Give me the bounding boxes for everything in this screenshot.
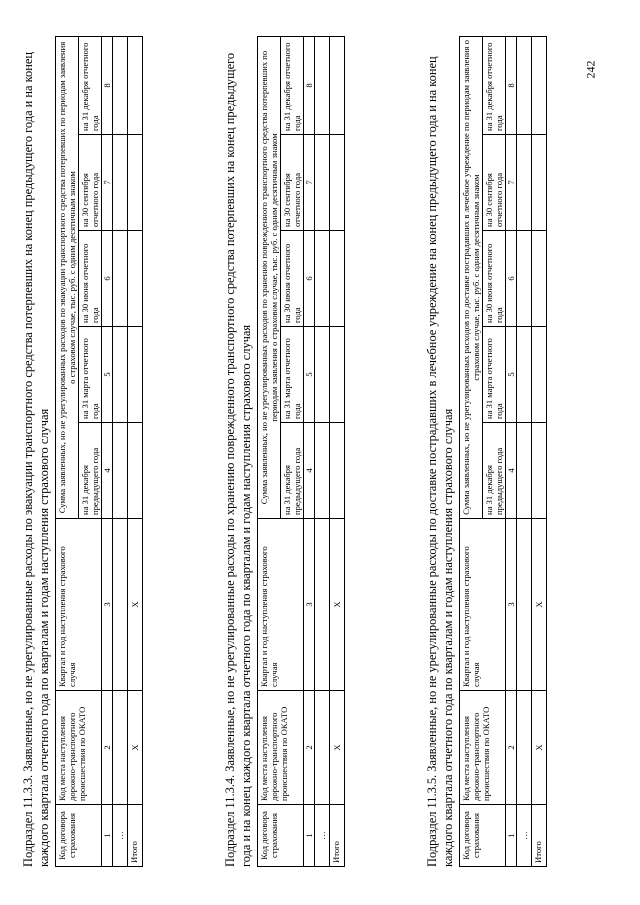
cell-empty xyxy=(532,231,547,327)
col-number: 3 xyxy=(102,519,113,691)
cell-empty xyxy=(315,37,330,135)
header-amount: Сумма заявленных, но не урегулированных расходов по хранению поврежденного транспортного средства потерпевших по периодам заявления о страховом случае, тыс. руб. с одним десятичным знаком xyxy=(258,37,281,519)
header-dec31-cur: на 31 декабря отчетного года xyxy=(483,36,506,134)
header-mar31: на 31 марта отчетного года xyxy=(483,327,506,423)
cell-empty xyxy=(532,36,547,134)
report-table xyxy=(459,36,547,867)
row-marker: … xyxy=(113,805,128,867)
section-title: Подраздел 11.3.5. Заявленные, но не урегулированные расходы по доставке пострадавших в лечебное учреждение на конец предыдущего года и на конец каждого квартала отчетного года по кварталам и годам наступления страхового случая xyxy=(425,56,455,867)
header-amount: Сумма заявленных, но не урегулированных расходов по доставке пострадавших в лечебное учреждение по периодам заявления о страховом случае, тыс. руб. с одним десятичным знаком xyxy=(460,36,483,518)
cell-empty xyxy=(128,231,143,327)
header-dec31-prev: на 31 декабря предыдущего года xyxy=(483,423,506,519)
cell-empty xyxy=(113,327,128,423)
cell-empty xyxy=(517,423,532,519)
cell-empty xyxy=(315,423,330,519)
cell-empty xyxy=(517,519,532,691)
cell-empty xyxy=(113,423,128,519)
cell-empty xyxy=(517,135,532,231)
col-number: 7 xyxy=(506,135,517,231)
header-sep30: на 30 сентября отчетного года xyxy=(281,135,304,231)
col-number: 6 xyxy=(102,231,113,327)
header-contract-code: Код договора страхования xyxy=(56,805,102,867)
col-number: 4 xyxy=(304,423,315,519)
col-number: 1 xyxy=(102,805,113,867)
header-okato-code: Код места наступления дорожно-транспортного происшествия по ОКАТО xyxy=(460,691,506,805)
header-dec31-prev: на 31 декабря предыдущего года xyxy=(281,423,304,519)
col-number: 3 xyxy=(506,519,517,691)
col-number: 7 xyxy=(102,135,113,231)
col-number: 8 xyxy=(102,37,113,135)
cell-empty xyxy=(315,691,330,805)
header-dec31-cur: на 31 декабря отчетного года xyxy=(281,37,304,135)
col-number: 3 xyxy=(304,519,315,691)
cell-empty xyxy=(128,327,143,423)
header-sep30: на 30 сентября отчетного года xyxy=(483,135,506,231)
col-number: 1 xyxy=(506,805,517,867)
header-jun30: на 30 июня отчетного года xyxy=(483,231,506,327)
col-number: 8 xyxy=(506,36,517,134)
col-number: 8 xyxy=(304,37,315,135)
total-label: Итого xyxy=(330,805,345,867)
section-11-3-3 xyxy=(20,37,143,867)
col-number: 5 xyxy=(102,327,113,423)
total-row xyxy=(128,37,143,867)
cell-empty xyxy=(315,519,330,691)
header-mar31: на 31 марта отчетного года xyxy=(281,327,304,423)
total-label: Итого xyxy=(128,805,143,867)
cell-empty xyxy=(330,327,345,423)
cell-empty xyxy=(128,423,143,519)
col-number: 2 xyxy=(304,691,315,805)
section-title: Подраздел 11.3.3. Заявленные, но не урегулированные расходы по эвакуации транспортного средства потерпевших на конец предыдущего года и на конец каждого квартала отчетного года по кварталам и годам наступления страхового случая xyxy=(21,52,51,867)
cell-empty xyxy=(113,691,128,805)
col-number: 7 xyxy=(304,135,315,231)
header-okato-code: Код места наступления дорожно-транспортного происшествия по ОКАТО xyxy=(258,691,304,805)
section-11-3-4 xyxy=(222,37,345,867)
total-label: Итого xyxy=(532,805,547,867)
cell-empty xyxy=(517,327,532,423)
table-row xyxy=(315,37,330,867)
cell-empty xyxy=(113,37,128,135)
header-contract-code: Код договора страхования xyxy=(460,805,506,867)
report-table xyxy=(55,36,143,867)
col-number: 4 xyxy=(102,423,113,519)
cell-empty xyxy=(128,37,143,135)
col-number: 4 xyxy=(506,423,517,519)
cell-empty xyxy=(517,231,532,327)
col-number: 2 xyxy=(506,691,517,805)
header-okato-code: Код места наступления дорожно-транспортного происшествия по ОКАТО xyxy=(56,691,102,805)
table-row xyxy=(517,36,532,866)
header-sep30: на 30 сентября отчетного года xyxy=(79,135,102,231)
total-row xyxy=(532,36,547,866)
cell-empty xyxy=(113,519,128,691)
x-mark: X xyxy=(532,691,547,805)
header-quarter-year: Квартал и год наступления страхового случая xyxy=(258,519,304,691)
header-jun30: на 30 июня отчетного года xyxy=(79,231,102,327)
cell-empty xyxy=(517,691,532,805)
cell-empty xyxy=(532,423,547,519)
cell-empty xyxy=(330,231,345,327)
col-number: 5 xyxy=(304,327,315,423)
cell-empty xyxy=(330,135,345,231)
header-contract-code: Код договора страхования xyxy=(258,805,304,867)
header-amount: Сумма заявленных, но не урегулированных расходов по эвакуации транспортного средства потерпевших по периодам заявления о страховом случае, тыс. руб. с одним десятичным знаком xyxy=(56,37,79,519)
cell-empty xyxy=(330,37,345,135)
x-mark: X xyxy=(128,691,143,805)
header-mar31: на 31 марта отчетного года xyxy=(79,327,102,423)
cell-empty xyxy=(330,423,345,519)
cell-empty xyxy=(315,135,330,231)
header-quarter-year: Квартал и год наступления страхового случая xyxy=(460,519,506,691)
report-table xyxy=(257,36,345,867)
col-number: 5 xyxy=(506,327,517,423)
x-mark: X xyxy=(128,519,143,691)
total-row xyxy=(330,37,345,867)
col-number: 6 xyxy=(506,231,517,327)
cell-empty xyxy=(517,36,532,134)
cell-empty xyxy=(315,327,330,423)
header-quarter-year: Квартал и год наступления страхового случая xyxy=(56,519,102,691)
cell-empty xyxy=(315,231,330,327)
section-title: Подраздел 11.3.4. Заявленные, но не урегулированные расходы по хранению поврежденного транспортного средства потерпевших на конец предыдущего года и на конец каждого квартала отчетного года по кварталам и годам наступления страхового случая xyxy=(223,52,253,867)
cell-empty xyxy=(532,135,547,231)
header-dec31-cur: на 31 декабря отчетного года xyxy=(79,37,102,135)
x-mark: X xyxy=(330,519,345,691)
page-number: 242 xyxy=(583,60,598,79)
cell-empty xyxy=(113,135,128,231)
row-marker: … xyxy=(517,805,532,867)
cell-empty xyxy=(113,231,128,327)
col-number: 1 xyxy=(304,805,315,867)
cell-empty xyxy=(128,135,143,231)
table-row xyxy=(113,37,128,867)
row-marker: … xyxy=(315,805,330,867)
header-jun30: на 30 июня отчетного года xyxy=(281,231,304,327)
x-mark: X xyxy=(330,691,345,805)
x-mark: X xyxy=(532,519,547,691)
section-11-3-5 xyxy=(424,37,547,867)
col-number: 6 xyxy=(304,231,315,327)
cell-empty xyxy=(532,327,547,423)
header-dec31-prev: на 31 декабря предыдущего года xyxy=(79,423,102,519)
col-number: 2 xyxy=(102,691,113,805)
